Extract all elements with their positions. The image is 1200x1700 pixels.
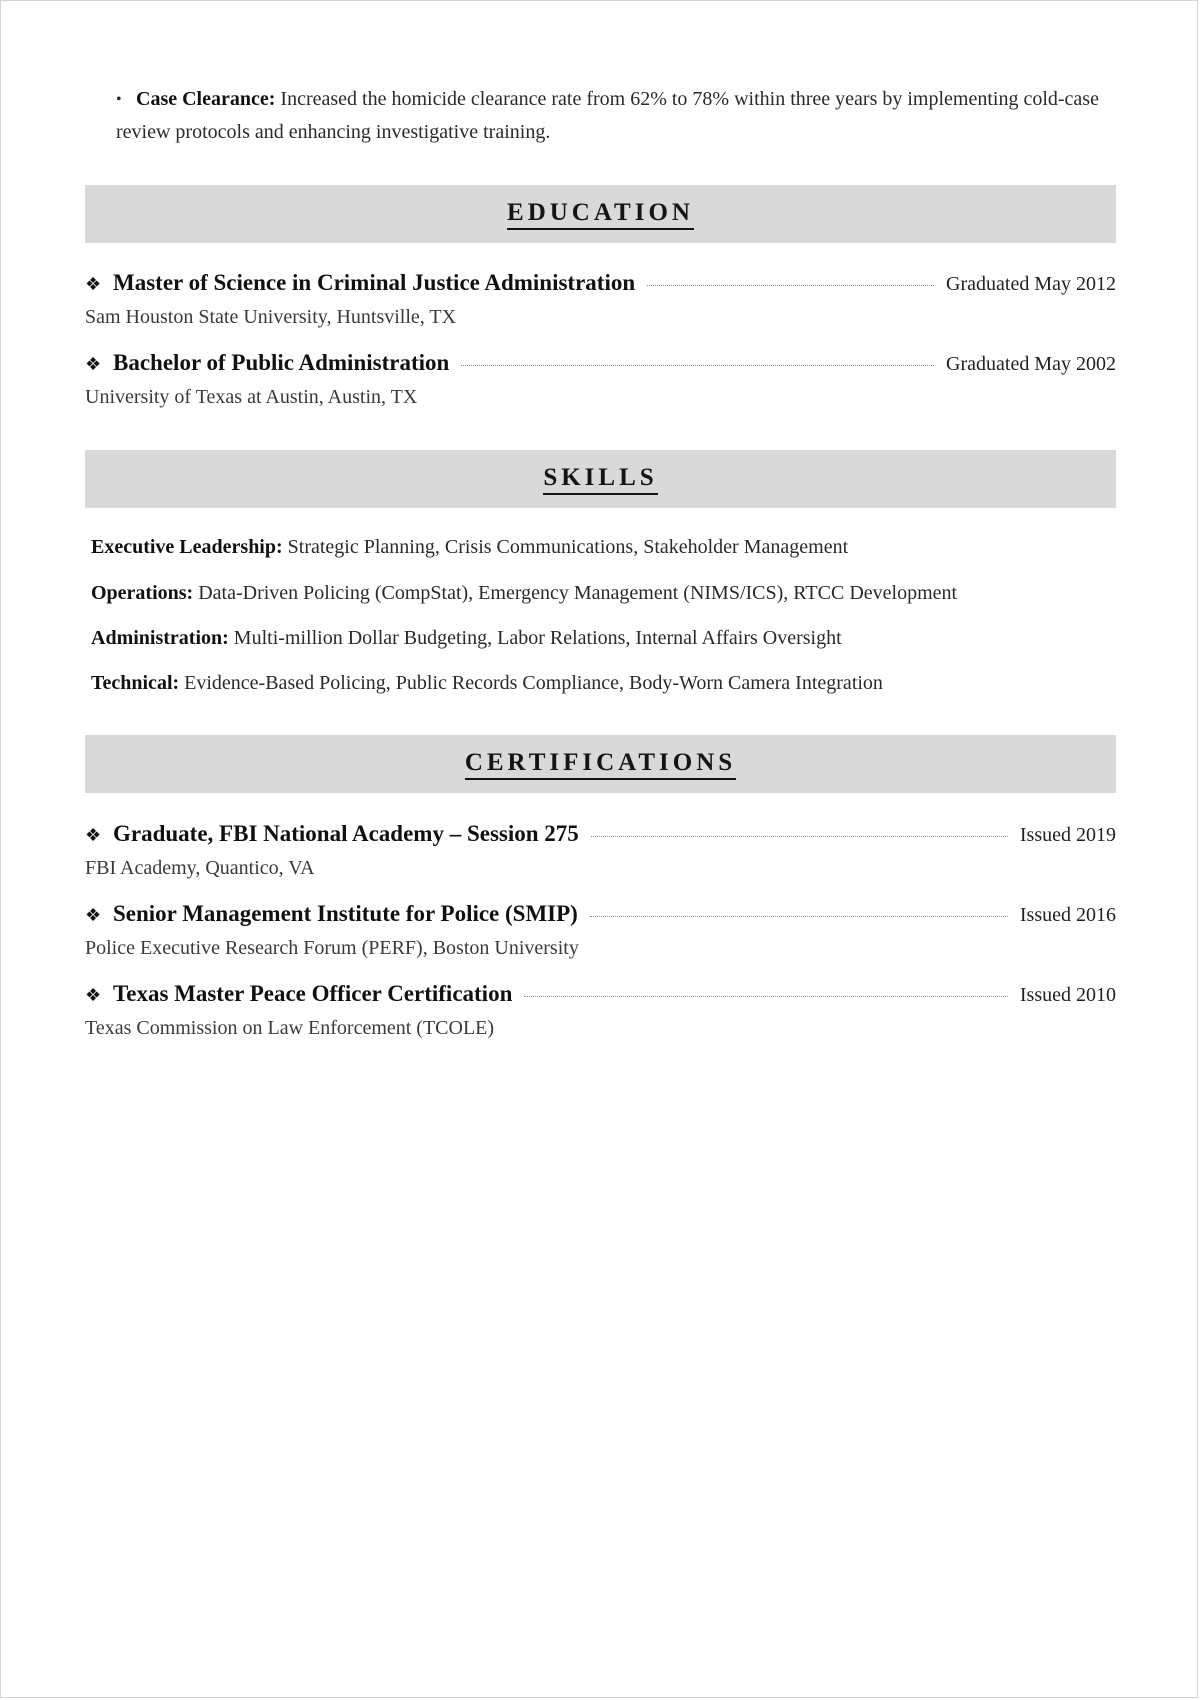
institution: University of Texas at Austin, Austin, TX bbox=[85, 386, 418, 408]
skill-line bbox=[91, 534, 1111, 560]
diamond-bullet-icon: ❖ bbox=[85, 274, 102, 294]
graduation-date: Graduated May 2012 bbox=[946, 273, 1116, 295]
diamond-bullet-icon: ❖ bbox=[85, 985, 102, 1005]
issuer: Police Executive Research Forum (PERF), Boston University bbox=[85, 937, 579, 959]
skill-line bbox=[91, 670, 1111, 696]
diamond-bullet-icon: ❖ bbox=[85, 825, 102, 845]
degree-title: Master of Science in Criminal Justice Administration bbox=[113, 270, 636, 295]
skills-heading: SKILLS bbox=[543, 464, 657, 495]
certification-entry bbox=[85, 901, 1116, 961]
skill-line bbox=[91, 580, 1111, 606]
certifications-heading: CERTIFICATIONS bbox=[465, 749, 736, 780]
certifications-section-header bbox=[85, 735, 1116, 793]
skills-section-header bbox=[85, 450, 1116, 508]
skill-list: Strategic Planning, Crisis Communications, Stakeholder Management bbox=[282, 536, 849, 558]
bullet-label: Case Clearance: bbox=[136, 88, 276, 110]
education-heading: EDUCATION bbox=[507, 199, 694, 230]
dotted-leader bbox=[461, 364, 934, 366]
skill-list: Multi-million Dollar Budgeting, Labor Relations, Internal Affairs Oversight bbox=[228, 627, 842, 649]
bullet-text: Increased the homicide clearance rate from 62% to 78% within three years by implementing cold-case review protocols and enhancing investigative training. bbox=[116, 88, 1099, 143]
issued-date: Issued 2016 bbox=[1019, 904, 1116, 926]
skill-list: Evidence-Based Policing, Public Records Compliance, Body-Worn Camera Integration bbox=[179, 672, 883, 694]
dotted-leader bbox=[647, 284, 934, 286]
institution: Sam Houston State University, Huntsville, TX bbox=[85, 306, 457, 328]
skill-category: Technical: bbox=[91, 672, 180, 694]
skill-category: Operations: bbox=[91, 582, 194, 604]
issuer: Texas Commission on Law Enforcement (TCOLE) bbox=[85, 1017, 495, 1039]
graduation-date: Graduated May 2002 bbox=[946, 353, 1116, 375]
skill-list: Data-Driven Policing (CompStat), Emergency Management (NIMS/ICS), RTCC Development bbox=[193, 582, 958, 604]
degree-title: Bachelor of Public Administration bbox=[113, 350, 450, 375]
bullet-icon: • bbox=[116, 91, 122, 108]
dotted-leader bbox=[590, 915, 1008, 917]
issued-date: Issued 2019 bbox=[1019, 824, 1116, 846]
certification-title: Texas Master Peace Officer Certification bbox=[113, 981, 513, 1006]
experience-bullet-case-clearance bbox=[116, 83, 1116, 148]
skill-line bbox=[91, 625, 1111, 651]
issuer: FBI Academy, Quantico, VA bbox=[85, 857, 315, 879]
issued-date: Issued 2010 bbox=[1019, 984, 1116, 1006]
diamond-bullet-icon: ❖ bbox=[85, 354, 102, 374]
certification-title: Graduate, FBI National Academy – Session 275 bbox=[113, 821, 579, 846]
certification-entry bbox=[85, 821, 1116, 881]
skill-category: Administration: bbox=[91, 627, 229, 649]
diamond-bullet-icon: ❖ bbox=[85, 905, 102, 925]
education-entry bbox=[85, 350, 1116, 410]
education-entry bbox=[85, 270, 1116, 330]
certification-entry bbox=[85, 981, 1116, 1041]
certification-title: Senior Management Institute for Police (SMIP) bbox=[113, 901, 578, 926]
education-section-header bbox=[85, 185, 1116, 243]
dotted-leader bbox=[524, 995, 1008, 997]
dotted-leader bbox=[591, 835, 1008, 837]
skill-category: Executive Leadership: bbox=[91, 536, 283, 558]
